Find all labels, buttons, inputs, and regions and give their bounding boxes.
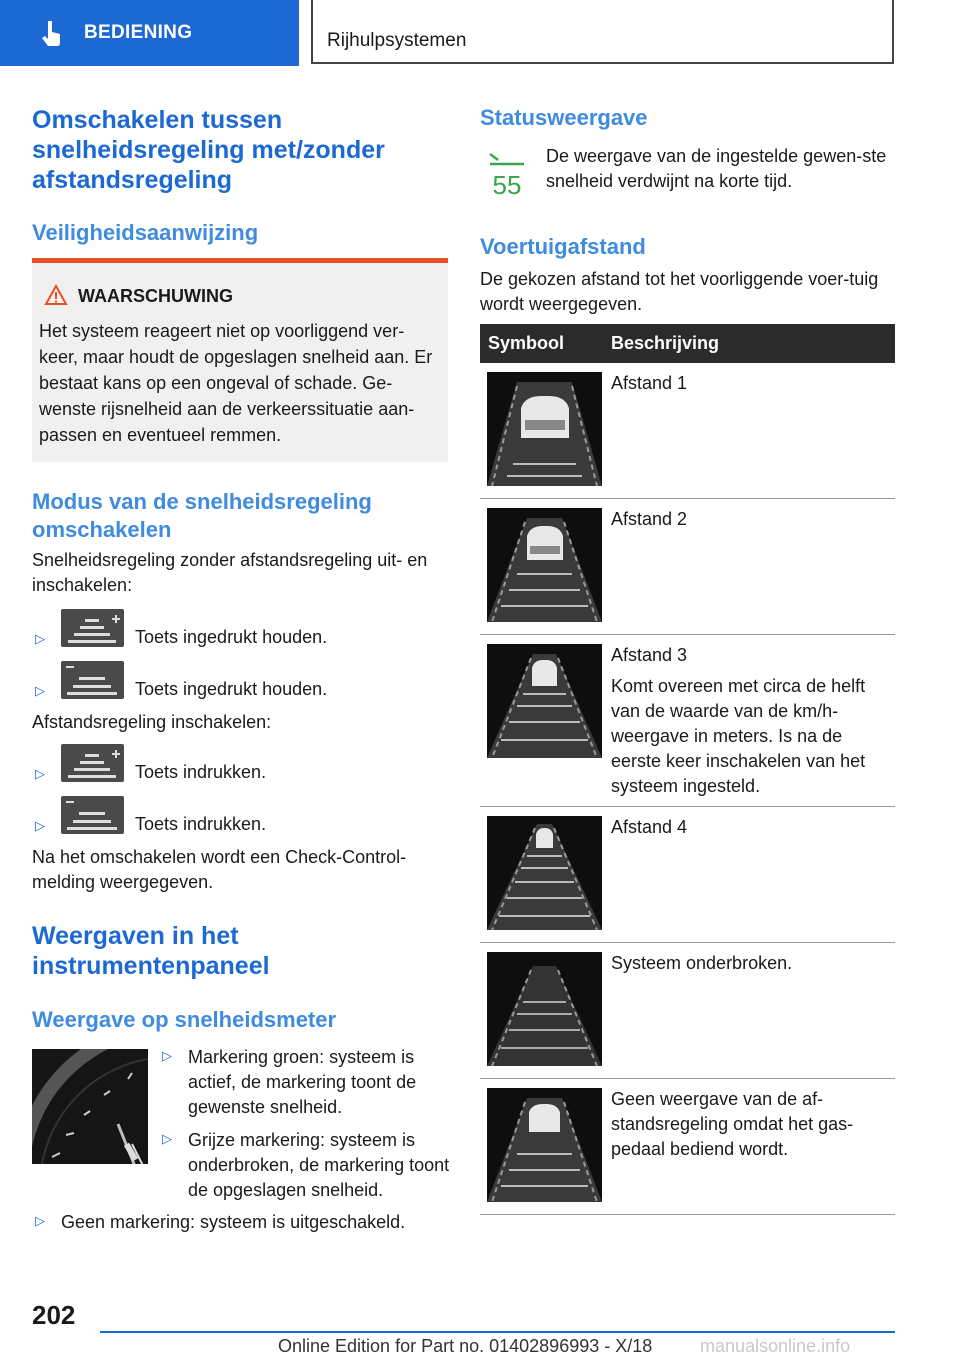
bullet-icon: ▷ — [162, 1131, 172, 1146]
table-row — [480, 807, 895, 943]
status-heading: Statusweergave — [480, 105, 648, 130]
distance-2-image — [487, 508, 602, 622]
footer-divider — [100, 1331, 895, 1333]
table-row — [480, 499, 895, 635]
column-header-symbol: Symbool — [488, 333, 565, 353]
table-header — [480, 324, 895, 363]
mode-heading: Modus van de snelheidsregeling omschakelen — [32, 489, 372, 542]
row-description: Systeem onderbroken. — [611, 953, 793, 973]
row-description: Afstand 4 — [611, 817, 688, 837]
bullet-icon: ▷ — [35, 683, 45, 698]
distance-3-image — [487, 644, 602, 758]
edition-text: Online Edition for Part no. 01402896993 - X/18 — [278, 1336, 653, 1356]
distance-1-image — [487, 372, 602, 486]
speedo-heading: Weergave op snelheidsmeter — [32, 1007, 337, 1032]
mode-intro: Snelheidsregeling zonder afstandsregeling uit- en inschakelen: — [32, 550, 428, 595]
section-tab — [0, 0, 299, 66]
no-marking-text: Geen markering: systeem is uitgeschakeld. — [61, 1212, 406, 1232]
hand-pointer-icon — [38, 19, 66, 47]
distance-minus-button-icon — [61, 661, 124, 699]
after-switch-text: Na het omschakelen wordt een Check-Control-melding weergegeven. — [32, 847, 407, 892]
table-row — [480, 943, 895, 1079]
chapter-title: Rijhulpsystemen — [327, 30, 467, 51]
page-number: 202 — [32, 1300, 76, 1330]
table-row — [480, 363, 895, 499]
no-distance-display-image — [487, 1088, 602, 1202]
watermark: manualsonline.info — [700, 1336, 851, 1356]
column-header-description: Beschrijving — [611, 333, 720, 353]
distance-heading: Voertuigafstand — [480, 234, 646, 259]
speedometer-image — [32, 1049, 148, 1164]
bullet-icon: ▷ — [35, 766, 45, 781]
row-description: Afstand 1 — [611, 373, 688, 393]
chapter-box — [311, 0, 894, 64]
distance-4-image — [487, 816, 602, 930]
step-on-2-label: Toets indrukken. — [135, 814, 267, 834]
step-on-1-label: Toets indrukken. — [135, 762, 267, 782]
display-heading: Weergaven in het instrumentenpaneel — [32, 922, 270, 980]
row-description: Afstand 2 — [611, 509, 688, 529]
warning-bar — [32, 258, 448, 263]
speedo-item-1: Markering groen: systeem is actief, de markering toont de gewenste snelheid. — [188, 1047, 417, 1117]
distance-plus-button-icon — [61, 609, 124, 647]
section-title: BEDIENING — [84, 22, 193, 43]
safety-heading: Veiligheidsaanwijzing — [32, 220, 259, 245]
bullet-icon: ▷ — [162, 1048, 172, 1063]
status-text: De weergave van de ingestelde gewen-ste snelheid verdwijnt na korte tijd. — [546, 146, 887, 191]
distance-plus-button-icon — [61, 744, 124, 782]
warning-title: WAARSCHUWING — [78, 286, 233, 306]
bullet-icon: ▷ — [35, 631, 45, 646]
svg-text:55: 55 — [492, 170, 522, 198]
warning-triangle-icon — [44, 284, 68, 306]
warning-box — [32, 258, 448, 462]
bullet-icon: ▷ — [35, 818, 45, 833]
warning-text: Het systeem reageert niet op voorliggend ver-keer, maar houdt de opgeslagen snelheid aan. Er bestaat kans op een ongeval of schade. Ge-wenste rijsnelheid aan de verkeerssituatie aan-passen en eventueel remmen. — [39, 321, 433, 445]
bullet-icon: ▷ — [35, 1213, 45, 1228]
row-extra-description: Komt overeen met circa de helft van de waarde van de km/h-weergave in meters. Is na de eerste keer inschakelen van het systeem ingesteld. — [611, 676, 866, 796]
step-off-1-label: Toets ingedrukt houden. — [135, 627, 328, 647]
distance-minus-button-icon — [61, 796, 124, 834]
system-interrupted-image — [487, 952, 602, 1066]
row-description: Geen weergave van de af-standsregeling omdat het gas-pedaal bediend wordt. — [611, 1089, 854, 1159]
step-off-2-label: Toets ingedrukt houden. — [135, 679, 328, 699]
speedo-item-2: Grijze markering: systeem is onderbroken, de markering toont de opgeslagen snelheid. — [188, 1130, 450, 1200]
speed-status-icon — [484, 152, 530, 198]
row-description: Afstand 3 — [611, 645, 688, 665]
table-row — [480, 635, 895, 807]
page-title: Omschakelen tussen snelheidsregeling met/zonder afstandsregeling — [32, 106, 385, 194]
table-row — [480, 1079, 895, 1215]
distance-intro: De gekozen afstand tot het voorliggende voer-tuig wordt weergegeven. — [480, 269, 879, 314]
distance-on-label: Afstandsregeling inschakelen: — [32, 712, 272, 732]
